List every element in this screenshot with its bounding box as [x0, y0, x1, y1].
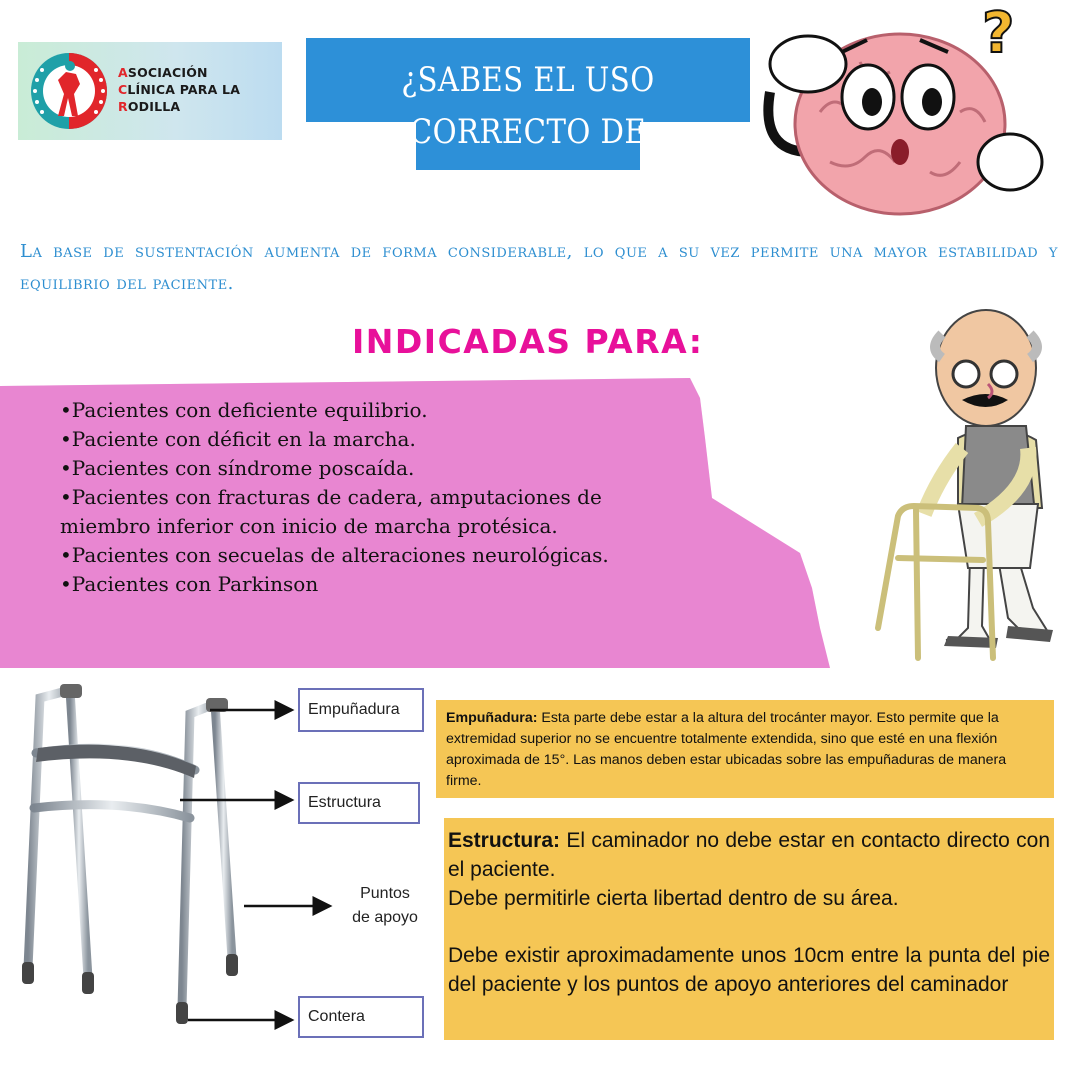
- logo-text: [118, 64, 278, 115]
- list-item: • Pacientes con Parkinson: [60, 570, 680, 599]
- label-contera: Contera: [298, 996, 424, 1038]
- label-estructura: Estructura: [298, 782, 420, 824]
- list-item: • Pacientes con deficiente equilibrio.: [60, 396, 680, 425]
- info-empunadura: [436, 700, 1054, 798]
- info-empunadura-text: Esta parte debe estar a la altura del trocánter mayor. Esto permite que la extremidad superior no se encuentre totalmente extendida, sino que esté en una flexión aproximada de 15°. Las manos deben estar ubicadas sobre las empuñaduras de manera firme.: [446, 710, 1007, 789]
- info-estructura-p2: Debe permitirle cierta libertad dentro de su área.: [448, 887, 899, 910]
- list-item: • Paciente con déficit en la marcha.: [60, 425, 680, 454]
- indications-heading: INDICADAS PARA:: [352, 322, 704, 361]
- intro-text: La base de sustentación aumenta de forma considerable, lo que a su vez permite una mayor estabilidad y equilibrio del paciente.: [20, 241, 1058, 294]
- list-item: • Pacientes con secuelas de alteraciones neurológicas.: [60, 541, 680, 570]
- info-estructura-p3: Debe existir aproximadamente unos 10cm entre la punta del pie del paciente y los puntos de apoyo anteriores del caminador: [448, 944, 1050, 996]
- thinking-brain-icon: [760, 2, 1060, 226]
- list-item: • Pacientes con síndrome poscaída.: [60, 454, 680, 483]
- info-estructura-p1: Estructura: El caminador no debe estar en contacto directo con el paciente.: [448, 829, 1050, 881]
- info-empunadura-title: Empuñadura:: [446, 710, 538, 726]
- logo-line-3: RODILLA: [118, 99, 181, 114]
- logo-line-2: CLÍNICA PARA LA: [118, 82, 241, 97]
- svg-text:?: ?: [982, 2, 1015, 66]
- info-estructura: [444, 818, 1054, 1040]
- knee-logo-icon: [28, 50, 110, 132]
- clinic-logo: [18, 42, 282, 140]
- label-puntos-de-apoyo: Puntos de apoyo: [352, 885, 418, 926]
- indications-list: [60, 396, 680, 599]
- logo-line-1: ASOCIACIÓN: [118, 65, 208, 80]
- page-title: [337, 54, 719, 210]
- title-line-1: ¿SABES EL USO CORRECTO DE: [401, 60, 655, 152]
- elderly-man-walker-icon: [858, 308, 1064, 664]
- list-item: • Pacientes con fracturas de cadera, amputaciones de miembro inferior con inicio de marcha protésica.: [60, 483, 680, 541]
- label-empunadura: Empuñadura: [298, 688, 424, 732]
- title-line-2: ANDADERA?: [428, 164, 628, 204]
